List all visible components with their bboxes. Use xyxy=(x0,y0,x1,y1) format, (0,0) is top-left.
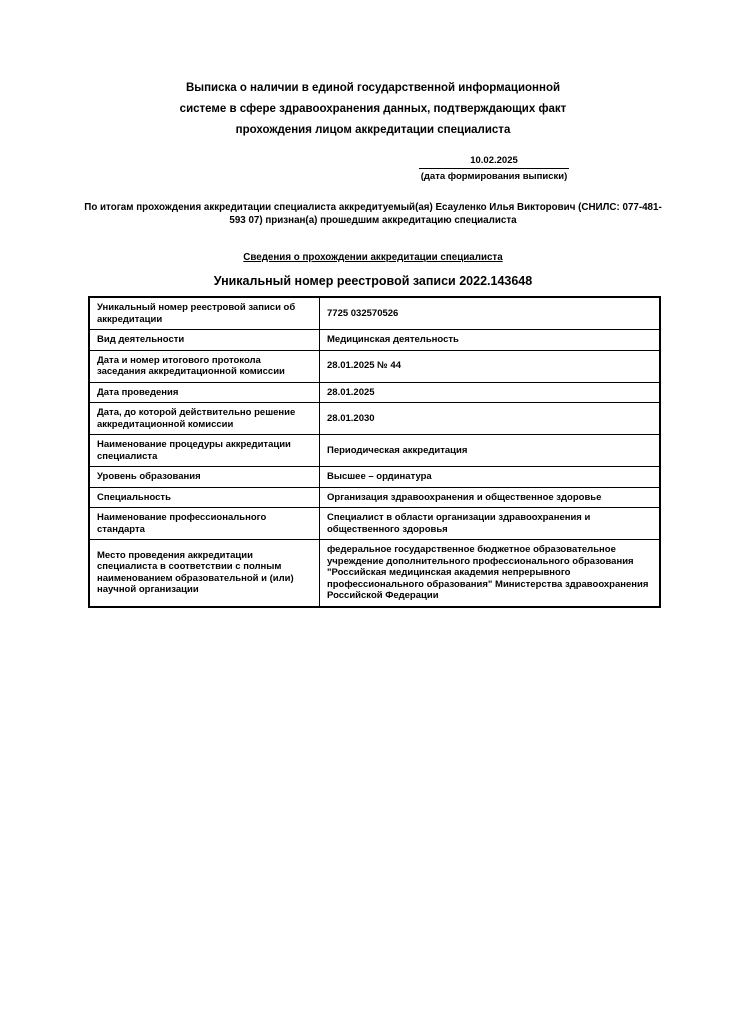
table-row xyxy=(89,297,660,330)
row-value: 28.01.2025 № 44 xyxy=(320,350,661,382)
table-row xyxy=(89,330,660,351)
accreditation-details-table xyxy=(88,296,661,608)
row-value: Медицинская деятельность xyxy=(320,330,661,351)
row-value: Организация здравоохранения и общественное здоровье xyxy=(320,487,661,508)
row-label: Наименование профессионального стандарта xyxy=(89,508,320,540)
issue-date-block xyxy=(419,155,569,182)
row-label: Уникальный номер реестровой записи об аккредитации xyxy=(89,297,320,330)
row-label: Место проведения аккредитации специалиста в соответствии с полным наименованием образовательной и (или) научной организации xyxy=(89,540,320,607)
row-label: Уровень образования xyxy=(89,467,320,488)
table-row xyxy=(89,487,660,508)
row-label: Дата, до которой действительно решение аккредитационной комиссии xyxy=(89,403,320,435)
row-label: Специальность xyxy=(89,487,320,508)
row-label: Наименование процедуры аккредитации специалиста xyxy=(89,435,320,467)
row-value: Специалист в области организации здравоохранения и общественного здоровья xyxy=(320,508,661,540)
row-value: 7725 032570526 xyxy=(320,297,661,330)
intro-paragraph: По итогам прохождения аккредитации специалиста аккредитуемый(ая) Есауленко Илья Викторович (СНИЛС: 077-481-593 07) признан(а) прошедшим аккредитацию специалиста xyxy=(84,202,662,226)
row-label: Дата и номер итогового протокола заседания аккредитационной комиссии xyxy=(89,350,320,382)
document-title-line: Выписка о наличии в единой государственной информационной xyxy=(185,82,561,94)
issue-date-caption: (дата формирования выписки) xyxy=(420,171,568,182)
document-title-line: прохождения лицом аккредитации специалиста xyxy=(235,124,511,136)
table-row xyxy=(89,382,660,403)
section-heading: Сведения о прохождении аккредитации специалиста xyxy=(243,252,503,263)
table-row xyxy=(89,403,660,435)
row-value: 28.01.2030 xyxy=(320,403,661,435)
row-value: Периодическая аккредитация xyxy=(320,435,661,467)
issue-date-value: 10.02.2025 xyxy=(419,155,569,169)
table-row xyxy=(89,540,660,607)
row-label: Дата проведения xyxy=(89,382,320,403)
row-value: федеральное государственное бюджетное образовательное учреждение дополнительного профессионального образования "Российская медицинская академия непрерывного профессионального образования" Министерства здравоохранения Российской Федерации xyxy=(320,540,661,607)
row-value: 28.01.2025 xyxy=(320,382,661,403)
table-row xyxy=(89,435,660,467)
table-row xyxy=(89,508,660,540)
document-title-line: системе в сфере здравоохранения данных, подтверждающих факт xyxy=(179,103,567,115)
document-title xyxy=(113,78,633,141)
row-value: Высшее – ординатура xyxy=(320,467,661,488)
row-label: Вид деятельности xyxy=(89,330,320,351)
table-row xyxy=(89,350,660,382)
table-row xyxy=(89,467,660,488)
registry-number-heading: Уникальный номер реестровой записи 2022.143648 xyxy=(213,274,533,288)
